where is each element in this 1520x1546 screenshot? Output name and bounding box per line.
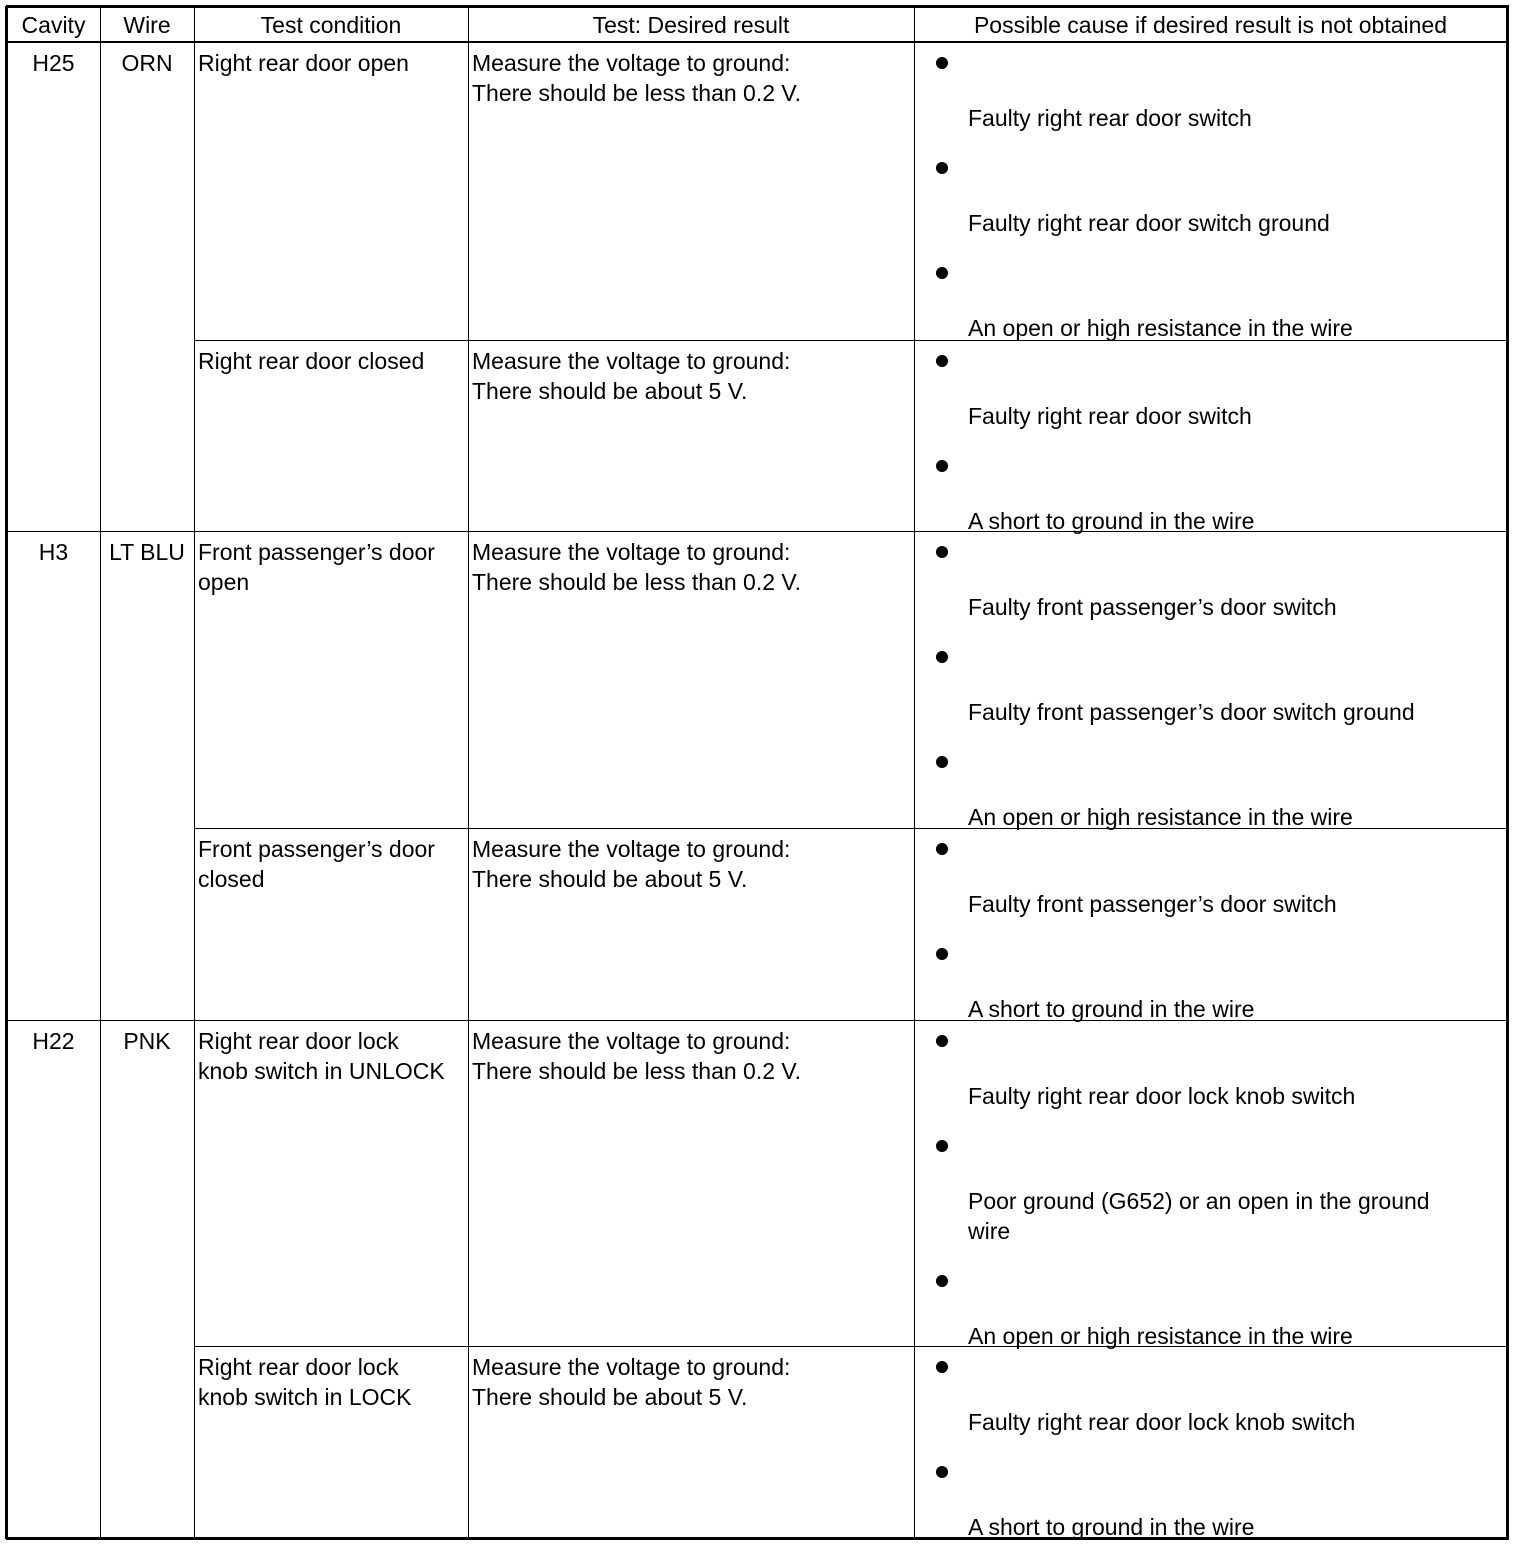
possible-cause-text: A short to ground in the wire	[968, 1514, 1255, 1540]
header-test-condition: Test condition	[260, 12, 402, 38]
bullet-icon	[936, 948, 948, 960]
test-condition-text: Front passenger’s door	[198, 836, 435, 862]
possible-cause-text: A short to ground in the wire	[968, 996, 1255, 1022]
bullet-icon	[936, 1466, 948, 1478]
possible-cause-text: Faulty right rear door lock knob switch	[968, 1409, 1356, 1435]
desired-result-text: There should be less than 0.2 V.	[472, 80, 802, 106]
test-condition-text: Right rear door lock	[198, 1354, 399, 1380]
test-condition-text: Front passenger’s door	[198, 539, 435, 565]
desired-result-text: Measure the voltage to ground:	[472, 348, 791, 374]
column-divider	[100, 7, 101, 1538]
group-divider	[7, 531, 1507, 532]
test-condition-text: Right rear door closed	[198, 348, 425, 374]
possible-cause-text: An open or high resistance in the wire	[968, 315, 1353, 341]
bullet-icon	[936, 843, 948, 855]
column-divider	[194, 7, 195, 1538]
table-border-bottom	[6, 1537, 1509, 1540]
desired-result-text: Measure the voltage to ground:	[472, 1354, 791, 1380]
bullet-icon	[936, 57, 948, 69]
header-possible-cause: Possible cause if desired result is not obtained	[973, 12, 1448, 38]
possible-cause-text: Faulty right rear door switch	[968, 105, 1252, 131]
bullet-icon	[936, 1140, 948, 1152]
test-condition-text: open	[198, 569, 250, 595]
possible-cause-text: An open or high resistance in the wire	[968, 804, 1353, 830]
test-condition-text: knob switch in LOCK	[198, 1384, 412, 1410]
desired-result-text: There should be about 5 V.	[472, 378, 748, 404]
possible-cause-text: Faulty front passenger’s door switch	[968, 594, 1337, 620]
desired-result-text: There should be less than 0.2 V.	[472, 569, 802, 595]
column-divider	[468, 7, 469, 1538]
wire-cell: PNK	[123, 1028, 171, 1054]
table-border-top	[6, 5, 1509, 8]
bullet-icon	[936, 1275, 948, 1287]
bullet-icon	[936, 1035, 948, 1047]
bullet-icon	[936, 460, 948, 472]
bullet-icon	[936, 355, 948, 367]
possible-cause-text: A short to ground in the wire	[968, 508, 1255, 534]
possible-cause-text: wire	[968, 1218, 1011, 1244]
desired-result-text: There should be about 5 V.	[472, 1384, 748, 1410]
bullet-icon	[936, 651, 948, 663]
possible-cause-text: Faulty right rear door lock knob switch	[968, 1083, 1356, 1109]
table-border-left	[5, 6, 8, 1539]
test-condition-text: knob switch in UNLOCK	[198, 1058, 445, 1084]
wire-cell: ORN	[121, 50, 173, 76]
possible-cause-text: Faulty right rear door switch	[968, 403, 1252, 429]
possible-cause-text: Faulty front passenger’s door switch	[968, 891, 1337, 917]
table-border-right	[1506, 6, 1509, 1539]
desired-result-text: Measure the voltage to ground:	[472, 1028, 791, 1054]
header-cavity: Cavity	[21, 12, 86, 38]
possible-cause-text: Faulty front passenger’s door switch ground	[968, 699, 1415, 725]
desired-result-text: Measure the voltage to ground:	[472, 539, 791, 565]
possible-cause-text: An open or high resistance in the wire	[968, 1323, 1353, 1349]
bullet-icon	[936, 1361, 948, 1373]
desired-result-text: There should be about 5 V.	[472, 866, 748, 892]
possible-cause-text: Poor ground (G652) or an open in the ground	[968, 1188, 1430, 1214]
bullet-icon	[936, 756, 948, 768]
bullet-icon	[936, 162, 948, 174]
test-condition-text: Right rear door lock	[198, 1028, 399, 1054]
desired-result-text: Measure the voltage to ground:	[472, 50, 791, 76]
bullet-icon	[936, 546, 948, 558]
header-wire: Wire	[123, 12, 171, 38]
column-divider	[914, 7, 915, 1538]
bullet-icon	[936, 267, 948, 279]
wire-cell: LT BLU	[109, 539, 185, 565]
header-separator	[7, 41, 1507, 43]
cavity-cell: H3	[38, 539, 69, 565]
test-condition-text: Right rear door open	[198, 50, 409, 76]
desired-result-text: Measure the voltage to ground:	[472, 836, 791, 862]
header-desired-result: Test: Desired result	[592, 12, 790, 38]
cavity-cell: H25	[32, 50, 75, 76]
group-divider	[7, 1020, 1507, 1021]
desired-result-text: There should be less than 0.2 V.	[472, 1058, 802, 1084]
cavity-cell: H22	[32, 1028, 75, 1054]
test-condition-text: closed	[198, 866, 265, 892]
possible-cause-text: Faulty right rear door switch ground	[968, 210, 1330, 236]
